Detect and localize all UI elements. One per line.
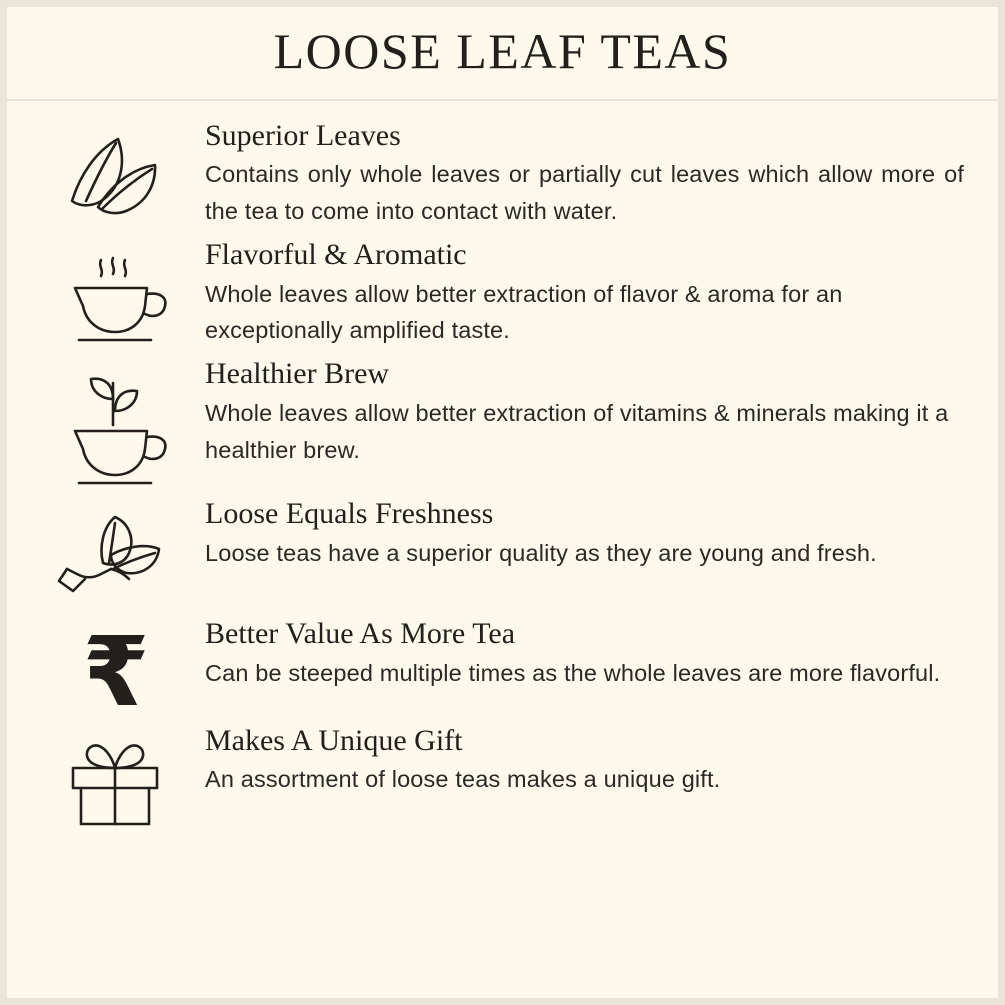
feature-description: Loose teas have a superior quality as they are young and fresh. [205,539,877,566]
feature-text [205,613,970,691]
feature-title: Superior Leaves [205,119,401,152]
page-header [7,7,998,101]
feature-item [7,613,998,729]
feature-title: Better Value As More Tea [205,617,516,651]
feature-description: An assortment of loose teas makes a unique gift. [205,766,721,793]
feature-item [7,234,998,349]
feature-description: Whole leaves allow better extraction of vitamins & minerals making it a healthier brew. [205,399,949,463]
feature-item [7,720,998,832]
feature-text [205,493,970,571]
feature-description: Can be steeped multiple times as the whole leaves are more flavorful. [205,659,941,686]
hand-holding-leaves-icon [25,493,205,609]
feature-text [205,115,970,230]
feature-text [205,234,970,349]
feature-item [7,493,998,609]
feature-title: Flavorful & Aromatic [205,238,467,272]
feature-title: Loose Equals Freshness [205,497,494,531]
rupee-icon: ₹ [82,616,148,729]
feature-title: Healthier Brew [205,357,390,391]
gift-box-icon [25,720,205,832]
feature-text [205,720,970,798]
cup-with-leaves-icon [25,353,205,489]
tea-leaves-icon [25,115,205,223]
feature-description: Contains only whole leaves or partially cut leaves which allow more of the tea to come into contact with water. [205,161,964,225]
page-title: LOOSE LEAF TEAS [273,23,732,79]
feature-title: Makes A Unique Gift [205,723,463,757]
feature-text [205,353,970,468]
feature-item [7,353,998,489]
feature-list [7,101,998,832]
feature-description: Whole leaves allow better extraction of flavor & aroma for an exceptionally amplified taste. [205,280,843,344]
tea-cup-steam-icon [25,234,205,346]
feature-item [7,115,998,230]
